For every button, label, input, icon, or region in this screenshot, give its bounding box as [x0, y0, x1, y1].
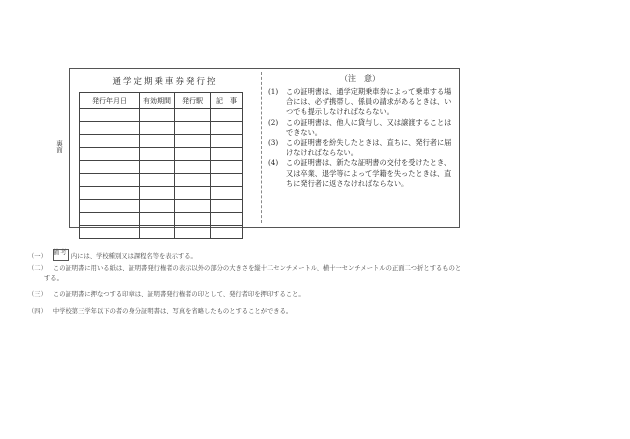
- remark-item: [28, 263, 461, 272]
- ledger-cell: [140, 226, 175, 239]
- remark-item: [28, 289, 305, 298]
- remark-item-continued: [44, 273, 63, 282]
- ledger-cell: [211, 213, 243, 226]
- ledger-cell: [211, 148, 243, 161]
- ledger-row: [80, 135, 243, 148]
- ledger-cell: [211, 109, 243, 122]
- ledger-row: [80, 174, 243, 187]
- remark-number: （四）: [28, 308, 47, 315]
- ledger-cell: [80, 187, 140, 200]
- ledger-cell: [140, 122, 175, 135]
- ledger-cell: [211, 135, 243, 148]
- note-number: (4): [268, 158, 279, 168]
- ledger-cell: [211, 174, 243, 187]
- ledger-cell: [175, 122, 211, 135]
- ledger-header-notes: 記 事: [211, 93, 243, 109]
- note-item: [268, 118, 456, 138]
- ledger-cell: [175, 161, 211, 174]
- ledger-cell: [80, 174, 140, 187]
- remark-text: する。: [44, 275, 63, 282]
- remark-text: 内には、学校種別又は課程名等を表示する。: [70, 252, 197, 260]
- note-number: (2): [268, 117, 279, 127]
- ledger-header-validity: 有効期間: [140, 93, 175, 109]
- ledger-cell: [211, 187, 243, 200]
- note-number: (3): [268, 138, 279, 148]
- note-item: [268, 87, 456, 118]
- ledger-cell: [80, 226, 140, 239]
- remark-text: この証明書に用いる紙は、証明書発行権者の表示以外の部分の大きさを縦十二センチメートル、横十一センチメートルの正面二つ折とするものと: [52, 265, 462, 272]
- ledger-cell: [140, 161, 175, 174]
- ledger-cell: [140, 200, 175, 213]
- ledger-row: [80, 187, 243, 200]
- ledger-cell: [175, 187, 211, 200]
- ledger-cell: [211, 161, 243, 174]
- ledger-cell: [175, 148, 211, 161]
- ledger-cell: [80, 122, 140, 135]
- note-text: この証明書を紛失したときは、直ちに、発行者に届けなければならない。: [286, 138, 452, 158]
- ledger-header-date: 発行年月日: [80, 93, 140, 109]
- ledger-cell: [140, 174, 175, 187]
- ledger-cell: [140, 109, 175, 122]
- notes-heading: （注 意）: [340, 74, 380, 83]
- ledger-cell: [80, 213, 140, 226]
- ledger-row: [80, 226, 243, 239]
- ledger-cell: [175, 200, 211, 213]
- ledger-row: [80, 122, 243, 135]
- blank-box-icon: [53, 249, 69, 261]
- remark-number: （三）: [28, 291, 47, 298]
- ledger-cell: [211, 226, 243, 239]
- ledger-cell: [175, 174, 211, 187]
- ledger-cell: [140, 187, 175, 200]
- ledger-row: [80, 109, 243, 122]
- ledger-cell: [140, 135, 175, 148]
- remark-number: （一）: [28, 252, 47, 260]
- note-text: この証明書は、新たな証明書の交付を受けたとき、又は卒業、退学等によって学籍を失ったときは、直ちに発行者に返さなければならない。: [286, 158, 452, 188]
- note-text: この証明書は、他人に貸与し、又は譲渡することはできない。: [286, 117, 452, 137]
- remarks-label: 備考: [53, 249, 68, 256]
- notes-list: [268, 87, 456, 189]
- ledger-row: [80, 213, 243, 226]
- ledger-cell: [80, 200, 140, 213]
- ledger-cell: [211, 122, 243, 135]
- note-item: [268, 158, 456, 189]
- ledger-row: [80, 148, 243, 161]
- ledger-header-station: 発行駅: [175, 93, 211, 109]
- ledger-header-row: [80, 93, 243, 109]
- remark-item: [28, 249, 197, 261]
- ledger-title: 通学定期乗車券発行控: [112, 77, 218, 87]
- ledger-cell: [140, 148, 175, 161]
- side-mark: 裏面: [55, 140, 63, 153]
- remark-number: （二）: [28, 265, 47, 272]
- ledger-cell: [80, 148, 140, 161]
- note-item: [268, 138, 456, 158]
- remark-text: 中学校第三学年以下の者の身分証明書は、写真を省略したものとすることができる。: [52, 308, 293, 315]
- ledger-cell: [175, 226, 211, 239]
- ledger-table: [79, 92, 243, 239]
- ledger-cell: [211, 200, 243, 213]
- ledger-cell: [80, 109, 140, 122]
- ledger-row: [80, 200, 243, 213]
- remark-text: この証明書に押なつする印章は、証明書発行権者の印として、発行者印を押印すること。: [52, 291, 305, 298]
- remark-item: [28, 306, 292, 315]
- ledger-row: [80, 161, 243, 174]
- note-text: この証明書は、通学定期乗車券によって乗車する場合には、必ず携帯し、係員の請求があるときは、いつでも提示しなければならない。: [286, 87, 452, 117]
- section-divider: [261, 72, 262, 223]
- ledger-cell: [175, 213, 211, 226]
- note-number: (1): [268, 87, 279, 96]
- ledger-cell: [80, 161, 140, 174]
- ledger-cell: [140, 213, 175, 226]
- ledger-cell: [175, 135, 211, 148]
- ledger-cell: [80, 135, 140, 148]
- ledger-cell: [175, 109, 211, 122]
